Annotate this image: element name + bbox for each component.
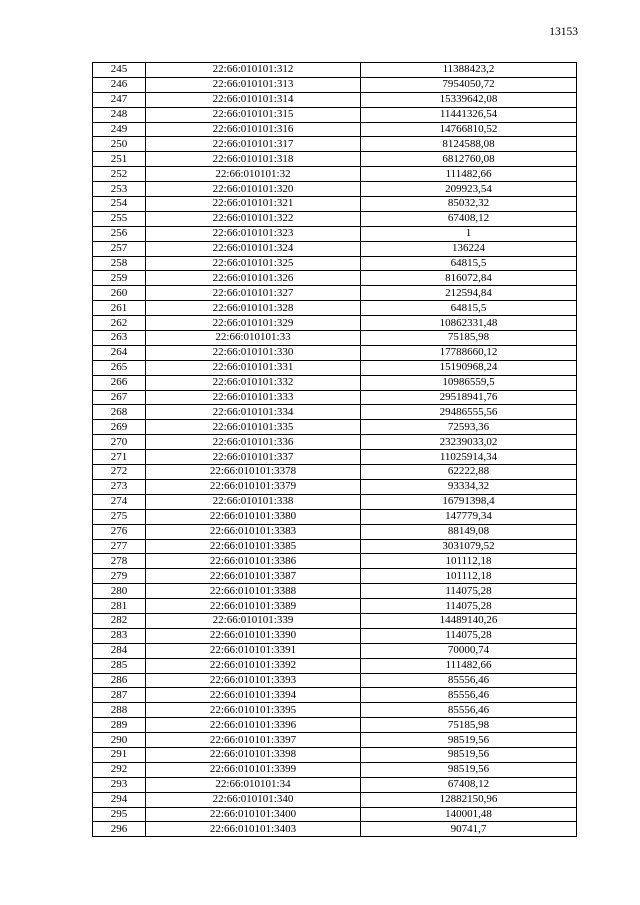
row-number-cell: 280 [93, 584, 146, 599]
row-number-cell: 275 [93, 509, 146, 524]
row-number-cell: 289 [93, 718, 146, 733]
row-number-cell: 258 [93, 256, 146, 271]
table-row [93, 628, 577, 643]
cadastral-number-cell: 22:66:010101:340 [146, 792, 361, 807]
row-number-cell: 245 [93, 63, 146, 78]
value-cell: 3031079,52 [361, 539, 577, 554]
row-number-cell: 257 [93, 241, 146, 256]
row-number-cell: 279 [93, 569, 146, 584]
value-cell: 70000,74 [361, 643, 577, 658]
table-row [93, 569, 577, 584]
table-row [93, 479, 577, 494]
value-cell: 85556,46 [361, 703, 577, 718]
table-row [93, 63, 577, 78]
cadastral-number-cell: 22:66:010101:3397 [146, 733, 361, 748]
row-number-cell: 274 [93, 494, 146, 509]
cadastral-number-cell: 22:66:010101:3379 [146, 479, 361, 494]
cadastral-number-cell: 22:66:010101:3393 [146, 673, 361, 688]
cadastral-number-cell: 22:66:010101:337 [146, 450, 361, 465]
cadastral-number-cell: 22:66:010101:3392 [146, 658, 361, 673]
table-row [93, 92, 577, 107]
cadastral-number-cell: 22:66:010101:317 [146, 137, 361, 152]
table-row [93, 822, 577, 837]
row-number-cell: 272 [93, 465, 146, 480]
row-number-cell: 265 [93, 360, 146, 375]
table-row [93, 152, 577, 167]
value-cell: 111482,66 [361, 658, 577, 673]
row-number-cell: 255 [93, 211, 146, 226]
table-row [93, 226, 577, 241]
value-cell: 98519,56 [361, 762, 577, 777]
cadastral-number-cell: 22:66:010101:34 [146, 777, 361, 792]
table-row [93, 613, 577, 628]
value-cell: 90741,7 [361, 822, 577, 837]
row-number-cell: 259 [93, 271, 146, 286]
table-row [93, 733, 577, 748]
row-number-cell: 296 [93, 822, 146, 837]
value-cell: 101112,18 [361, 554, 577, 569]
table-row [93, 494, 577, 509]
table-row [93, 122, 577, 137]
data-table [92, 62, 577, 837]
value-cell: 62222,88 [361, 465, 577, 480]
row-number-cell: 290 [93, 733, 146, 748]
value-cell: 98519,56 [361, 733, 577, 748]
value-cell: 816072,84 [361, 271, 577, 286]
cadastral-number-cell: 22:66:010101:320 [146, 182, 361, 197]
row-number-cell: 271 [93, 450, 146, 465]
value-cell: 64815,5 [361, 301, 577, 316]
table-row [93, 673, 577, 688]
table-row [93, 360, 577, 375]
table-row [93, 241, 577, 256]
row-number-cell: 249 [93, 122, 146, 137]
row-number-cell: 287 [93, 688, 146, 703]
value-cell: 75185,98 [361, 718, 577, 733]
table-row [93, 435, 577, 450]
value-cell: 11025914,34 [361, 450, 577, 465]
row-number-cell: 282 [93, 613, 146, 628]
table-row [93, 658, 577, 673]
table-row [93, 584, 577, 599]
row-number-cell: 260 [93, 286, 146, 301]
cadastral-number-cell: 22:66:010101:321 [146, 197, 361, 212]
cadastral-number-cell: 22:66:010101:333 [146, 390, 361, 405]
value-cell: 16791398,4 [361, 494, 577, 509]
cadastral-number-cell: 22:66:010101:33 [146, 331, 361, 346]
value-cell: 15190968,24 [361, 360, 577, 375]
value-cell: 72593,36 [361, 420, 577, 435]
table-row [93, 256, 577, 271]
row-number-cell: 285 [93, 658, 146, 673]
row-number-cell: 293 [93, 777, 146, 792]
value-cell: 14766810,52 [361, 122, 577, 137]
row-number-cell: 278 [93, 554, 146, 569]
row-number-cell: 268 [93, 405, 146, 420]
table-row [93, 167, 577, 182]
value-cell: 29518941,76 [361, 390, 577, 405]
table-row [93, 643, 577, 658]
cadastral-number-cell: 22:66:010101:313 [146, 77, 361, 92]
row-number-cell: 264 [93, 345, 146, 360]
value-cell: 67408,12 [361, 211, 577, 226]
value-cell: 15339642,08 [361, 92, 577, 107]
cadastral-number-cell: 22:66:010101:3399 [146, 762, 361, 777]
cadastral-number-cell: 22:66:010101:323 [146, 226, 361, 241]
cadastral-number-cell: 22:66:010101:3394 [146, 688, 361, 703]
row-number-cell: 276 [93, 524, 146, 539]
table-row [93, 197, 577, 212]
table-row [93, 762, 577, 777]
value-cell: 111482,66 [361, 167, 577, 182]
row-number-cell: 277 [93, 539, 146, 554]
cadastral-number-cell: 22:66:010101:315 [146, 107, 361, 122]
row-number-cell: 253 [93, 182, 146, 197]
cadastral-number-cell: 22:66:010101:336 [146, 435, 361, 450]
table-row [93, 539, 577, 554]
table-row [93, 405, 577, 420]
table-row [93, 107, 577, 122]
table-row [93, 211, 577, 226]
cadastral-number-cell: 22:66:010101:328 [146, 301, 361, 316]
table-row [93, 599, 577, 614]
cadastral-number-cell: 22:66:010101:3403 [146, 822, 361, 837]
cadastral-number-cell: 22:66:010101:3390 [146, 628, 361, 643]
table-row [93, 718, 577, 733]
cadastral-number-cell: 22:66:010101:339 [146, 613, 361, 628]
table-row [93, 77, 577, 92]
row-number-cell: 266 [93, 375, 146, 390]
table-row [93, 524, 577, 539]
value-cell: 14489140,26 [361, 613, 577, 628]
row-number-cell: 292 [93, 762, 146, 777]
value-cell: 10862331,48 [361, 316, 577, 331]
row-number-cell: 248 [93, 107, 146, 122]
value-cell: 114075,28 [361, 599, 577, 614]
value-cell: 212594,84 [361, 286, 577, 301]
row-number-cell: 291 [93, 747, 146, 762]
row-number-cell: 270 [93, 435, 146, 450]
value-cell: 29486555,56 [361, 405, 577, 420]
value-cell: 140001,48 [361, 807, 577, 822]
table-row [93, 792, 577, 807]
value-cell: 88149,08 [361, 524, 577, 539]
table-row [93, 777, 577, 792]
table-row [93, 390, 577, 405]
row-number-cell: 267 [93, 390, 146, 405]
cadastral-number-cell: 22:66:010101:322 [146, 211, 361, 226]
table-row [93, 137, 577, 152]
table-row [93, 301, 577, 316]
table-row [93, 703, 577, 718]
cadastral-number-cell: 22:66:010101:324 [146, 241, 361, 256]
cadastral-number-cell: 22:66:010101:332 [146, 375, 361, 390]
value-cell: 11388423,2 [361, 63, 577, 78]
table-row [93, 345, 577, 360]
row-number-cell: 288 [93, 703, 146, 718]
value-cell: 85556,46 [361, 688, 577, 703]
value-cell: 11441326,54 [361, 107, 577, 122]
cadastral-number-cell: 22:66:010101:3388 [146, 584, 361, 599]
table-row [93, 554, 577, 569]
row-number-cell: 263 [93, 331, 146, 346]
cadastral-number-cell: 22:66:010101:316 [146, 122, 361, 137]
table-row [93, 450, 577, 465]
cadastral-number-cell: 22:66:010101:331 [146, 360, 361, 375]
value-cell: 114075,28 [361, 584, 577, 599]
row-number-cell: 283 [93, 628, 146, 643]
value-cell: 64815,5 [361, 256, 577, 271]
row-number-cell: 294 [93, 792, 146, 807]
value-cell: 12882150,96 [361, 792, 577, 807]
row-number-cell: 251 [93, 152, 146, 167]
row-number-cell: 261 [93, 301, 146, 316]
table-row [93, 331, 577, 346]
page-number: 13153 [549, 26, 578, 38]
cadastral-number-cell: 22:66:010101:338 [146, 494, 361, 509]
cadastral-number-cell: 22:66:010101:334 [146, 405, 361, 420]
cadastral-number-cell: 22:66:010101:326 [146, 271, 361, 286]
cadastral-number-cell: 22:66:010101:3398 [146, 747, 361, 762]
value-cell: 6812760,08 [361, 152, 577, 167]
row-number-cell: 269 [93, 420, 146, 435]
cadastral-number-cell: 22:66:010101:312 [146, 63, 361, 78]
value-cell: 209923,54 [361, 182, 577, 197]
cadastral-number-cell: 22:66:010101:3396 [146, 718, 361, 733]
cadastral-number-cell: 22:66:010101:335 [146, 420, 361, 435]
table-row [93, 807, 577, 822]
cadastral-number-cell: 22:66:010101:3386 [146, 554, 361, 569]
value-cell: 67408,12 [361, 777, 577, 792]
row-number-cell: 252 [93, 167, 146, 182]
table-row [93, 286, 577, 301]
cadastral-number-cell: 22:66:010101:3400 [146, 807, 361, 822]
value-cell: 17788660,12 [361, 345, 577, 360]
value-cell: 136224 [361, 241, 577, 256]
table-row [93, 465, 577, 480]
value-cell: 8124588,08 [361, 137, 577, 152]
table-row [93, 688, 577, 703]
cadastral-number-cell: 22:66:010101:329 [146, 316, 361, 331]
value-cell: 114075,28 [361, 628, 577, 643]
value-cell: 10986559,5 [361, 375, 577, 390]
table-row [93, 747, 577, 762]
value-cell: 1 [361, 226, 577, 241]
row-number-cell: 246 [93, 77, 146, 92]
cadastral-number-cell: 22:66:010101:318 [146, 152, 361, 167]
row-number-cell: 281 [93, 599, 146, 614]
row-number-cell: 286 [93, 673, 146, 688]
row-number-cell: 295 [93, 807, 146, 822]
cadastral-number-cell: 22:66:010101:314 [146, 92, 361, 107]
cadastral-number-cell: 22:66:010101:3391 [146, 643, 361, 658]
value-cell: 75185,98 [361, 331, 577, 346]
cadastral-number-cell: 22:66:010101:3383 [146, 524, 361, 539]
row-number-cell: 247 [93, 92, 146, 107]
value-cell: 101112,18 [361, 569, 577, 584]
table-row [93, 509, 577, 524]
cadastral-number-cell: 22:66:010101:3378 [146, 465, 361, 480]
cadastral-number-cell: 22:66:010101:3387 [146, 569, 361, 584]
table-row [93, 420, 577, 435]
value-cell: 93334,32 [361, 479, 577, 494]
row-number-cell: 273 [93, 479, 146, 494]
cadastral-number-cell: 22:66:010101:3385 [146, 539, 361, 554]
cadastral-number-cell: 22:66:010101:32 [146, 167, 361, 182]
cadastral-number-cell: 22:66:010101:3395 [146, 703, 361, 718]
row-number-cell: 254 [93, 197, 146, 212]
value-cell: 98519,56 [361, 747, 577, 762]
row-number-cell: 250 [93, 137, 146, 152]
value-cell: 85032,32 [361, 197, 577, 212]
table-body [93, 63, 577, 837]
value-cell: 7954050,72 [361, 77, 577, 92]
value-cell: 85556,46 [361, 673, 577, 688]
row-number-cell: 284 [93, 643, 146, 658]
table-row [93, 271, 577, 286]
cadastral-number-cell: 22:66:010101:3380 [146, 509, 361, 524]
table-row [93, 375, 577, 390]
value-cell: 23239033,02 [361, 435, 577, 450]
cadastral-number-cell: 22:66:010101:325 [146, 256, 361, 271]
cadastral-number-cell: 22:66:010101:330 [146, 345, 361, 360]
row-number-cell: 256 [93, 226, 146, 241]
value-cell: 147779,34 [361, 509, 577, 524]
cadastral-number-cell: 22:66:010101:3389 [146, 599, 361, 614]
cadastral-number-cell: 22:66:010101:327 [146, 286, 361, 301]
row-number-cell: 262 [93, 316, 146, 331]
table-row [93, 182, 577, 197]
table-row [93, 316, 577, 331]
